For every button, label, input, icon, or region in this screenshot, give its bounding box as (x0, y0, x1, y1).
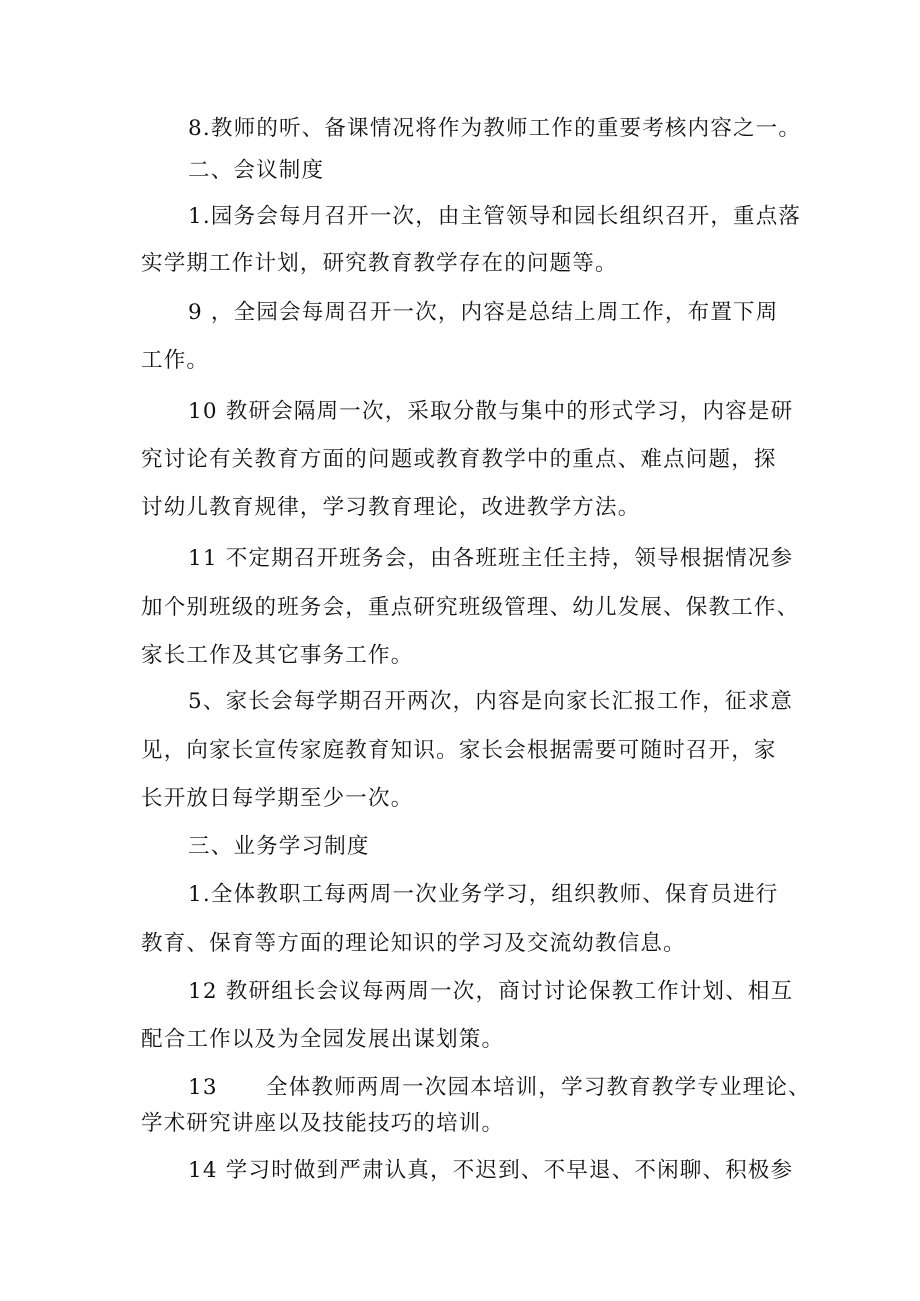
text-line: 12 教研组长会议每两周一次，商讨讨论保教工作计划、相互 (188, 979, 794, 1004)
text-line: 配合工作以及为全园发展出谋划策。 (141, 1027, 505, 1052)
text-line: 5、家长会每学期召开两次，内容是向家长汇报工作，征求意 (188, 689, 794, 714)
text-line: 家长工作及其它事务工作。 (141, 643, 414, 668)
text-line: 9 ，全园会每周召开一次，内容是总结上周工作，布置下周 (188, 300, 779, 325)
text-line: 加个别班级的班务会，重点研究班级管理、幼儿发展、保教工作、 (141, 595, 800, 620)
text-line: 8.教师的听、备课情况将作为教师工作的重要考核内容之一。 (188, 116, 802, 141)
text-line: 见，向家长宣传家庭教育知识。家长会根据需要可随时召开，家 (141, 738, 777, 763)
text-line: 1.园务会每月召开一次，由主管领导和园长组织召开，重点落 (188, 204, 802, 229)
text-line: 1.全体教职工每两周一次业务学习，组织教师、保育员进行 (188, 882, 779, 907)
text-line: 教育、保育等方面的理论知识的学习及交流幼教信息。 (141, 931, 686, 956)
text-line: 实学期工作计划，研究教育教学存在的问题等。 (141, 251, 618, 276)
text-line: 工作。 (141, 348, 210, 373)
text-line: 长开放日每学期至少一次。 (141, 786, 414, 811)
text-line: 10 教研会隔周一次，采取分散与集中的形式学习，内容是研 (188, 399, 794, 424)
section-heading: 二、会议制度 (188, 158, 325, 183)
text-line: 究讨论有关教育方面的问题或教育教学中的重点、难点问题，探 (141, 447, 777, 472)
section-heading: 三、业务学习制度 (188, 834, 370, 859)
text-line: 13 全体教师两周一次园本培训，学习教育教学专业理论、 (188, 1075, 811, 1100)
text-line: 11 不定期召开班务会，由各班班主任主持，领导根据情况参 (188, 546, 794, 571)
text-line: 学术研究讲座以及技能技巧的培训。 (141, 1111, 505, 1136)
text-line: 14 学习时做到严肃认真，不迟到、不早退、不闲聊、积极参 (188, 1158, 794, 1183)
text-line: 讨幼儿教育规律，学习教育理论，改进教学方法。 (141, 495, 641, 520)
